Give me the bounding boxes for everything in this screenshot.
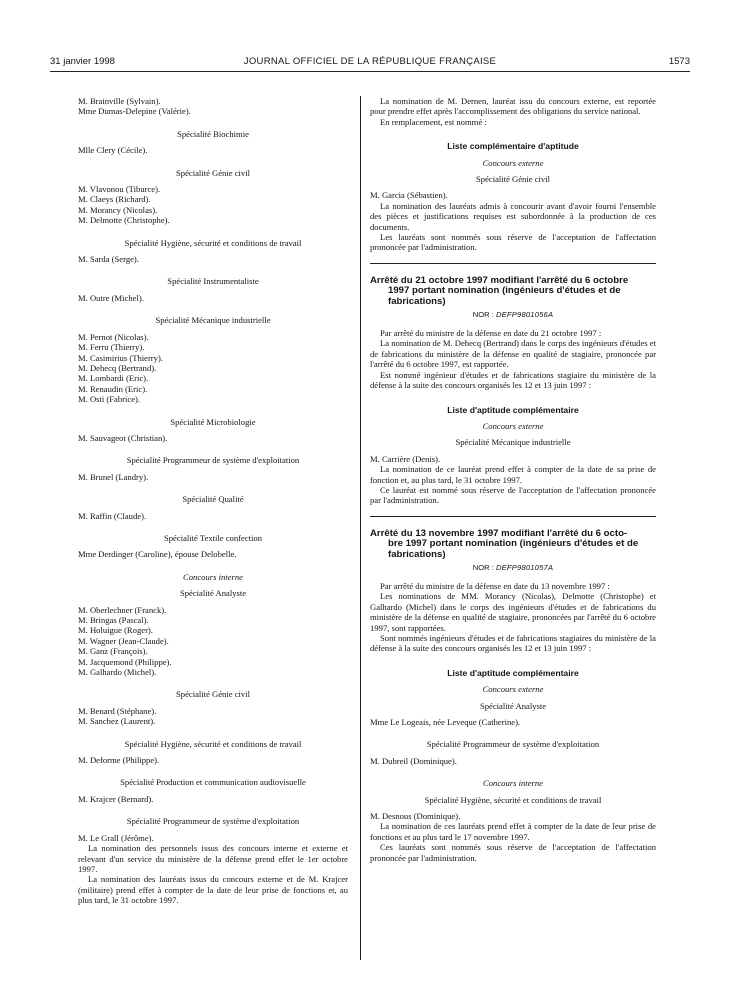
person-entry: M. Dehecq (Bertrand). bbox=[78, 362, 157, 373]
person-entry: M. Sanchez (Laurent). bbox=[78, 716, 156, 727]
name-list bbox=[370, 190, 656, 200]
body-paragraph: Ces lauréats sont nommés sous réserve de l'acceptation de l'affectation prononcée par l'administration. bbox=[370, 842, 656, 863]
body-paragraph: Ce lauréat est nommé sous réserve de l'acceptation de l'affectation prononcée par l'administration. bbox=[370, 484, 656, 506]
body-paragraph: Les lauréats sont nommés sous réserve de l'acceptation de l'affectation prononcée par l'administration. bbox=[370, 232, 656, 253]
body-paragraph: La nomination de ces lauréats prend effet à compter de la date de leur prise de fonctions et au plus tard le 17 novembre 1997. bbox=[370, 821, 656, 842]
name-list bbox=[370, 756, 656, 766]
person-entry: M. Garcia (Sébastien). bbox=[370, 190, 448, 201]
person-entry: M. Osti (Fabrice). bbox=[78, 394, 141, 405]
person-entry: M. Sarda (Serge). bbox=[78, 254, 139, 265]
list-heading: Liste complémentaire d'aptitude bbox=[447, 141, 579, 152]
list-heading: Liste d'aptitude complémentaire bbox=[447, 667, 579, 678]
name-list bbox=[78, 184, 348, 226]
person-entry: M. Pernot (Nicolas). bbox=[78, 331, 149, 342]
specialty-heading: Spécialité Programmeur de système d'exploitation bbox=[426, 739, 600, 750]
arrete-title-line: fabrications) bbox=[388, 296, 446, 308]
person-entry: M. Ganz (François). bbox=[78, 646, 148, 657]
specialty-heading: Spécialité Qualité bbox=[182, 494, 244, 505]
specialty-heading: Spécialité Instrumentaliste bbox=[167, 276, 259, 287]
body-paragraph: La nomination des lauréats issus du concours externe et de M. Krajcer (militaire) prend effet à compter de la date de leur prise de fonctions et, au plus tard, le 31 octobre 1997. bbox=[78, 874, 348, 906]
specialty-heading: Spécialité Microbiologie bbox=[170, 416, 256, 427]
arrete-title-line: Arrêté du 21 octobre 1997 modifiant l'arrêté du 6 octobre bbox=[370, 274, 629, 286]
specialty-heading: Spécialité Biochimie bbox=[177, 128, 249, 139]
person-entry: M. Brunel (Landry). bbox=[78, 471, 149, 482]
person-entry: M. Dubreil (Dominique). bbox=[370, 755, 457, 766]
body-paragraph: La nomination des lauréats admis à concourir avant d'avoir fourni l'ensemble des pièces et justifications requises est subordonnée à la production de ces documents. bbox=[370, 200, 656, 232]
name-list bbox=[78, 755, 348, 765]
section-rule bbox=[370, 263, 656, 264]
person-entry: M. Raffin (Claude). bbox=[78, 510, 147, 521]
person-entry: M. Desnous (Dominique). bbox=[370, 811, 461, 822]
specialty-heading: Spécialité Programmeur de système d'exploitation bbox=[126, 816, 300, 827]
specialty-heading: Spécialité Hygiène, sécurité et conditions de travail bbox=[124, 738, 302, 749]
person-entry: M. Holuigue (Roger). bbox=[78, 625, 153, 636]
specialty-heading: Spécialité Analyste bbox=[179, 588, 247, 599]
page-header bbox=[50, 54, 690, 70]
person-entry: M. Le Grall (Jérôme). bbox=[78, 832, 154, 843]
name-list bbox=[78, 511, 348, 521]
person-entry: M. Outre (Michel). bbox=[78, 292, 144, 303]
body-paragraph: En remplacement, est nommé : bbox=[380, 116, 487, 127]
person-entry: M. Jacquemond (Philippe). bbox=[78, 656, 172, 667]
arrete-title-line: bre 1997 portant nomination (ingénieurs d'études et de bbox=[388, 538, 639, 550]
list-heading: Liste d'aptitude complémentaire bbox=[447, 404, 579, 415]
specialty-heading: Spécialité Mécanique industrielle bbox=[455, 437, 571, 448]
nor-code: DEFP9801057A bbox=[495, 562, 554, 572]
name-list bbox=[370, 717, 656, 727]
person-entry: Mme Derdinger (Caroline), épouse Delobelle. bbox=[78, 549, 237, 560]
body-paragraph: Par arrêté du ministre de la défense en date du 21 octobre 1997 : bbox=[380, 328, 602, 339]
specialty-heading: Spécialité Mécanique industrielle bbox=[155, 315, 271, 326]
specialty-heading: Spécialité Production et communication audiovisuelle bbox=[120, 777, 306, 788]
header-journal-title: JOURNAL OFFICIEL DE LA RÉPUBLIQUE FRANÇAISE bbox=[243, 56, 497, 67]
name-list bbox=[78, 833, 348, 843]
person-entry: M. Oberlechner (Franck). bbox=[78, 604, 167, 615]
name-list bbox=[78, 472, 348, 482]
arrete-title-line: fabrications) bbox=[388, 548, 446, 560]
body-paragraph: Sont nommés ingénieurs d'études et de fabrications stagiaires du ministère de la défense à la suite des concours organisés les 12 et 13 juin 1997 : bbox=[370, 632, 656, 654]
right-column bbox=[370, 96, 656, 863]
specialty-heading: Spécialité Analyste bbox=[479, 700, 547, 711]
header-rule bbox=[50, 71, 690, 72]
body-paragraph: Par arrêté du ministre de la défense en date du 13 novembre 1997 : bbox=[380, 580, 610, 591]
specialty-heading: Spécialité Génie civil bbox=[176, 167, 250, 178]
name-list bbox=[78, 794, 348, 804]
name-list bbox=[78, 293, 348, 303]
body-paragraph: Les nominations de MM. Morancy (Nicolas), Delmotte (Christophe) et Galhardo (Michel) dans le corps des ingénieurs d'études et de fabrications du ministère de la défense en qualité de stagiaire, prononcées par l'arrêté du 6 octobre 1997, sont rapportées. bbox=[370, 591, 656, 633]
person-entry: M. Galhardo (Michel). bbox=[78, 667, 157, 678]
name-list bbox=[78, 549, 348, 559]
left-column bbox=[78, 96, 348, 906]
name-list bbox=[78, 706, 348, 727]
name-list bbox=[78, 96, 348, 117]
concours-heading: Concours interne bbox=[183, 571, 243, 582]
person-entry: M. Brainville (Sylvain). bbox=[78, 96, 161, 106]
body-paragraph: La nomination des personnels issus des concours interne et externe et relevant d'un service du ministère de la défense prend effet le 1er octobre 1997. bbox=[78, 843, 348, 874]
name-list bbox=[78, 605, 348, 678]
column-divider bbox=[360, 96, 361, 960]
nor-prefix: NOR : bbox=[472, 562, 494, 572]
name-list bbox=[78, 332, 348, 405]
specialty-heading: Spécialité Génie civil bbox=[176, 689, 250, 700]
body-paragraph: La nomination de ce lauréat prend effet à compter de la date de sa prise de fonction et, au plus tard, le 31 octobre 1997. bbox=[370, 464, 656, 485]
arrete-title-line: Arrêté du 13 novembre 1997 modifiant l'arrêté du 6 octo- bbox=[370, 527, 628, 539]
nor-code: DEFP9801056A bbox=[495, 309, 554, 319]
person-entry: M. Carrière (Denis). bbox=[370, 453, 441, 464]
nor-reference bbox=[370, 310, 656, 320]
person-entry: M. Benard (Stéphane). bbox=[78, 705, 157, 716]
arrete-title bbox=[370, 529, 656, 561]
name-list bbox=[370, 454, 656, 464]
name-list bbox=[78, 254, 348, 264]
concours-heading: Concours externe bbox=[482, 420, 544, 431]
person-entry: M. Casimirius (Thierry). bbox=[78, 352, 163, 363]
name-list bbox=[78, 433, 348, 443]
person-entry: Mlle Clery (Cécile). bbox=[78, 145, 148, 156]
person-entry: M. Krajcer (Bernard). bbox=[78, 793, 154, 804]
name-list bbox=[370, 811, 656, 821]
nor-reference bbox=[370, 563, 656, 573]
concours-heading: Concours interne bbox=[483, 778, 543, 789]
person-entry: M. Delmotte (Christophe). bbox=[78, 215, 170, 226]
person-entry: M. Bringas (Pascal). bbox=[78, 615, 149, 625]
body-paragraph: La nomination de M. Dernen, lauréat issu du concours externe, est reportée pour prendre effet après l'accomplissement des obligations du service national. bbox=[370, 96, 656, 117]
header-date: 31 janvier 1998 bbox=[50, 56, 115, 67]
concours-heading: Concours externe bbox=[482, 684, 544, 695]
person-entry: M. Wagner (Jean-Claude). bbox=[78, 635, 169, 646]
specialty-heading: Spécialité Textile confection bbox=[163, 532, 263, 543]
name-list bbox=[78, 145, 348, 155]
arrete-title bbox=[370, 276, 656, 308]
section-rule bbox=[370, 516, 656, 517]
header-page-number: 1573 bbox=[668, 56, 690, 67]
person-entry: M. Lombardi (Eric). bbox=[78, 373, 149, 384]
arrete-title-line: 1997 portant nomination (ingénieurs d'études et de bbox=[388, 285, 621, 297]
person-entry: M. Deforme (Philippe). bbox=[78, 755, 160, 766]
body-paragraph: Est nommé ingénieur d'études et de fabrications stagiaire du ministère de la défense à la suite des concours organisés les 12 et 13 juin 1997 : bbox=[370, 369, 656, 391]
body-paragraph: La nomination de M. Dehecq (Bertrand) dans le corps des ingénieurs d'études et de fabrications du ministère de la défense en qualité de stagiaire, prononcée par l'arrêté du 6 octobre 1997, est rapportée. bbox=[370, 338, 656, 370]
person-entry: M. Ferru (Thierry). bbox=[78, 342, 145, 353]
person-entry: M. Claeys (Richard). bbox=[78, 194, 151, 205]
person-entry: M. Renaudin (Eric). bbox=[78, 383, 148, 394]
person-entry: M. Sauvageot (Christian). bbox=[78, 432, 168, 443]
person-entry: M. Vlavonou (Tiburce). bbox=[78, 184, 161, 195]
specialty-heading: Spécialité Hygiène, sécurité et conditions de travail bbox=[124, 237, 302, 248]
person-entry: M. Morancy (Nicolas). bbox=[78, 204, 158, 215]
concours-heading: Concours externe bbox=[482, 157, 544, 168]
specialty-heading: Spécialité Génie civil bbox=[476, 174, 550, 185]
nor-prefix: NOR : bbox=[472, 309, 494, 319]
specialty-heading: Spécialité Hygiène, sécurité et conditions de travail bbox=[424, 794, 602, 805]
person-entry: Mme Dumas-Delepine (Valérie). bbox=[78, 106, 191, 117]
person-entry: Mme Le Logeais, née Leveque (Catherine). bbox=[370, 717, 521, 727]
specialty-heading: Spécialité Programmeur de système d'exploitation bbox=[126, 455, 300, 466]
